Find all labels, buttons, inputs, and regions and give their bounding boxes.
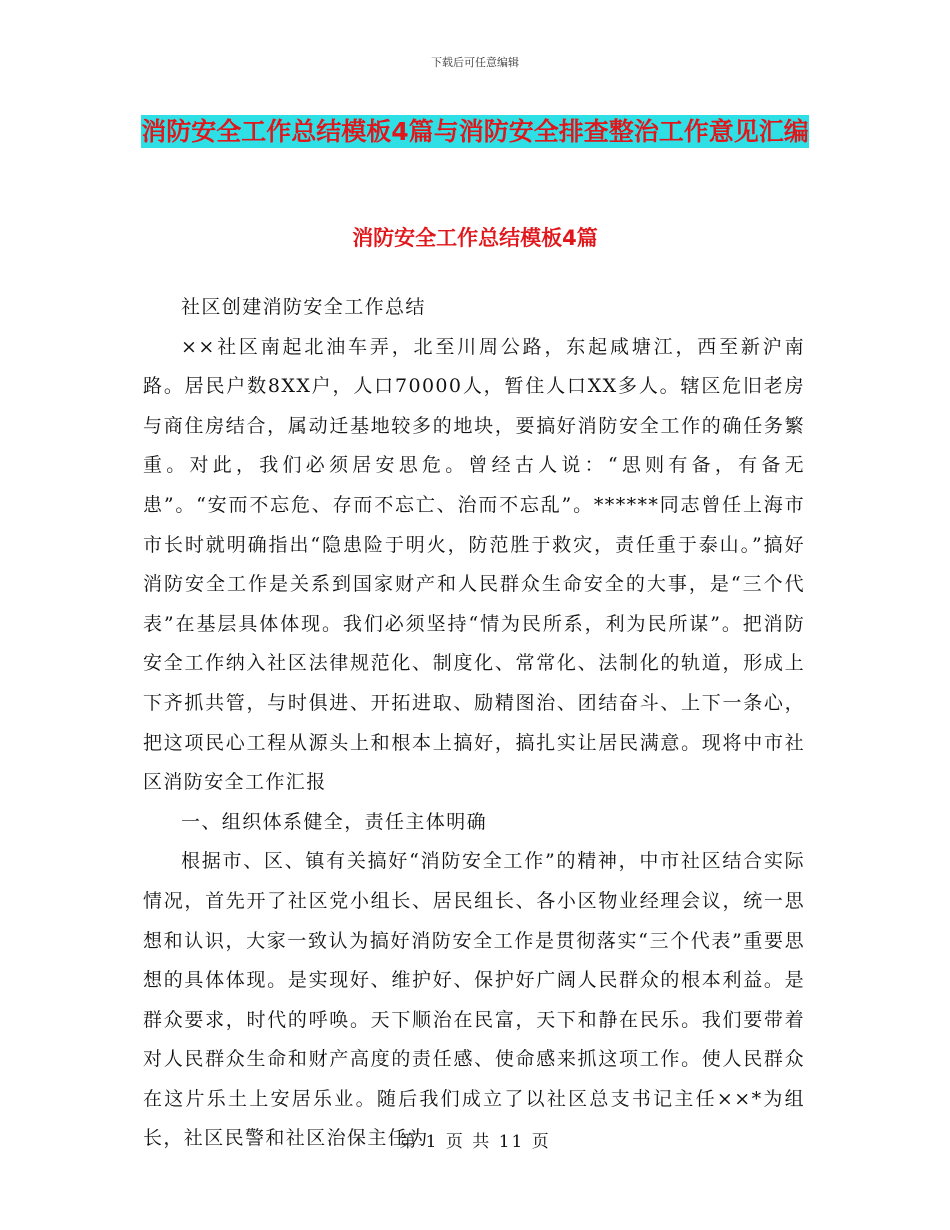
paragraph: 根据市、区、镇有关搞好“消防安全工作”的精神，中市社区结合实际情况，首先开了社区党小组长、居民组长、各小区物业经理会议，统一思想和认识，大家一致认为搞好消防安全工作是贯彻落实“三个代表”重要思想的具体体现。是实现好、维护好、保护好广阔人民群众的根本利益。是群众要求，时代的呼唤。天下顺治在民富，天下和静在民乐。我们要带着对人民群众生命和财产高度的责任感、使命感来抓这项工作。使人民群众在这片乐土上安居乐业。随后我们成立了以社区总支书记主任××*为组长，社区民警和社区治保主任为 bbox=[143, 850, 805, 1150]
paragraph-heading: 社区创建消防安全工作总结 bbox=[181, 296, 426, 318]
paragraph-heading: 一、组织体系健全，责任主体明确 bbox=[181, 810, 488, 833]
paragraph: ××社区南起北油车弄，北至川周公路，东起咸塘江，西至新沪南路。居民户数8XX户，人口70000人，暂住人口XX多人。辖区危旧老房与商住房结合，属动迁基地较多的地块，要搞好消防安全工作的确任务繁重。对此，我们必须居安思危。曾经古人说：“思则有备，有备无患”。“安而不忘危、存而不忘亡、治而不忘乱”。******同志曾任上海市市长时就明确指出“隐患险于明火，防范胜于救灾，责任重于泰山。”搞好消防安全工作是关系到国家财产和人民群众生命安全的大事，是“三个代表”在基层具体体现。我们必须坚持“情为民所系，利为民所谋”。把消防安全工作纳入社区法律规范化、制度化、常常化、法制化的轨道，形成上下齐抓共管，与时俱进、开拓进取、励精图治、团结奋斗、上下一条心，把这项民心工程从源头上和根本上搞好，搞扎实让居民满意。现将中市社区消防安全工作汇报 bbox=[143, 335, 805, 794]
main-title bbox=[140, 108, 810, 156]
main-title-text: 消防安全工作总结模板4篇与消防安全排查整治工作意见汇编 bbox=[141, 117, 809, 146]
header-note: 下载后可任意编辑 bbox=[431, 56, 519, 69]
page-footer: 第 1 页 共 11 页 bbox=[399, 1132, 551, 1152]
section-title: 消防安全工作总结模板4篇 bbox=[352, 226, 598, 250]
body-text bbox=[143, 288, 805, 1159]
